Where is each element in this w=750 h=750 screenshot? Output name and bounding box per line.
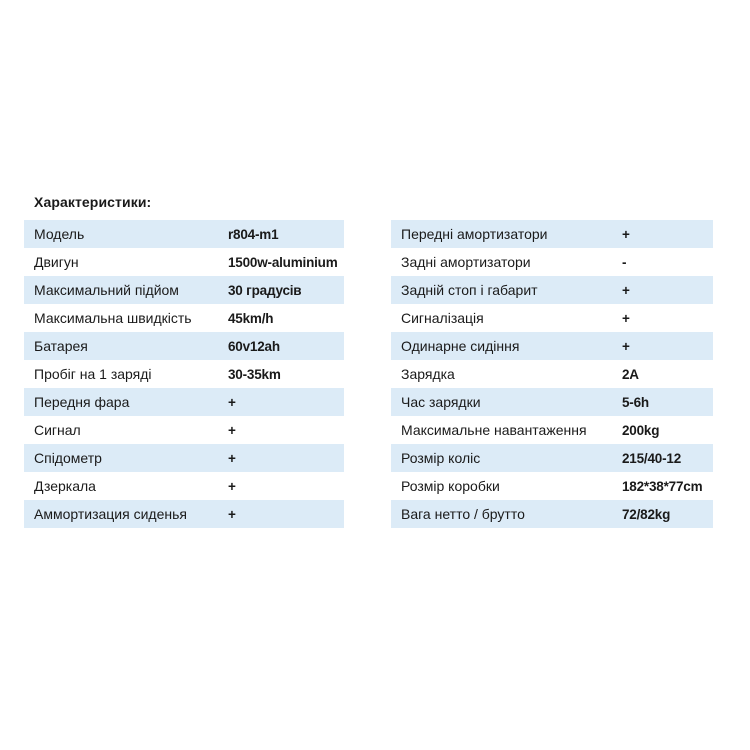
spec-row: [24, 276, 344, 304]
spec-value: +: [228, 506, 236, 522]
spec-value: +: [228, 478, 236, 494]
spec-value: 5-6h: [622, 394, 649, 410]
spec-value: 30-35km: [228, 366, 281, 382]
spec-value: 1500w-aluminium: [228, 254, 338, 270]
spec-row: [391, 276, 713, 304]
spec-row: [24, 500, 344, 528]
spec-row: [391, 332, 713, 360]
spec-value: 72/82kg: [622, 506, 671, 522]
spec-value: 45km/h: [228, 310, 274, 326]
spec-row: [391, 500, 713, 528]
spec-row: [24, 388, 344, 416]
spec-label: Задні амортизатори: [401, 254, 531, 270]
spec-label: Розмір коліс: [401, 450, 481, 466]
spec-label: Максимальний підйом: [34, 282, 179, 298]
spec-row: [24, 248, 344, 276]
spec-table-right: [391, 220, 713, 528]
spec-label: Сигнал: [34, 422, 81, 438]
spec-row: [391, 360, 713, 388]
spec-value: 215/40-12: [622, 450, 682, 466]
spec-value: +: [622, 282, 630, 298]
spec-value: r804-m1: [228, 226, 279, 242]
spec-row: [24, 304, 344, 332]
spec-row: [391, 472, 713, 500]
spec-table-left: [24, 220, 344, 528]
spec-value: 60v12ah: [228, 338, 280, 354]
spec-row: [391, 388, 713, 416]
spec-row: [391, 416, 713, 444]
spec-label: Батарея: [34, 338, 88, 354]
spec-label: Розмір коробки: [401, 478, 500, 494]
spec-value: +: [228, 394, 236, 410]
spec-label: Передня фара: [34, 394, 130, 410]
spec-label: Дзеркала: [34, 478, 96, 494]
spec-label: Модель: [34, 226, 85, 242]
spec-label: Пробіг на 1 заряді: [34, 366, 152, 382]
spec-label: Максимальне навантаження: [401, 422, 587, 438]
spec-value: 200kg: [622, 422, 660, 438]
spec-value: 2A: [622, 366, 639, 382]
spec-row: [391, 248, 713, 276]
spec-row: [24, 220, 344, 248]
spec-row: [24, 444, 344, 472]
spec-label: Одинарне сидіння: [401, 338, 520, 354]
specifications-heading: Характеристики:: [34, 194, 152, 210]
spec-value: +: [622, 310, 630, 326]
spec-row: [24, 472, 344, 500]
spec-value: 30 градусів: [228, 282, 302, 298]
spec-label: Максимальна швидкість: [34, 310, 192, 326]
spec-row: [24, 332, 344, 360]
spec-row: [391, 220, 713, 248]
spec-label: Час зарядки: [401, 394, 481, 410]
spec-value: +: [228, 450, 236, 466]
spec-row: [24, 416, 344, 444]
spec-label: Зарядка: [401, 366, 455, 382]
spec-value: +: [622, 338, 630, 354]
spec-label: Передні амортизатори: [401, 226, 548, 242]
spec-label: Спідометр: [34, 450, 102, 466]
spec-value: +: [228, 422, 236, 438]
spec-label: Задній стоп і габарит: [401, 282, 538, 298]
spec-label: Вага нетто / брутто: [401, 506, 525, 522]
spec-label: Сигналізація: [401, 310, 484, 326]
spec-label: Двигун: [34, 254, 79, 270]
spec-value: -: [622, 254, 627, 270]
spec-label: Аммортизация сиденья: [34, 506, 187, 522]
spec-row: [24, 360, 344, 388]
spec-value: 182*38*77cm: [622, 478, 703, 494]
spec-value: +: [622, 226, 630, 242]
spec-row: [391, 444, 713, 472]
spec-row: [391, 304, 713, 332]
